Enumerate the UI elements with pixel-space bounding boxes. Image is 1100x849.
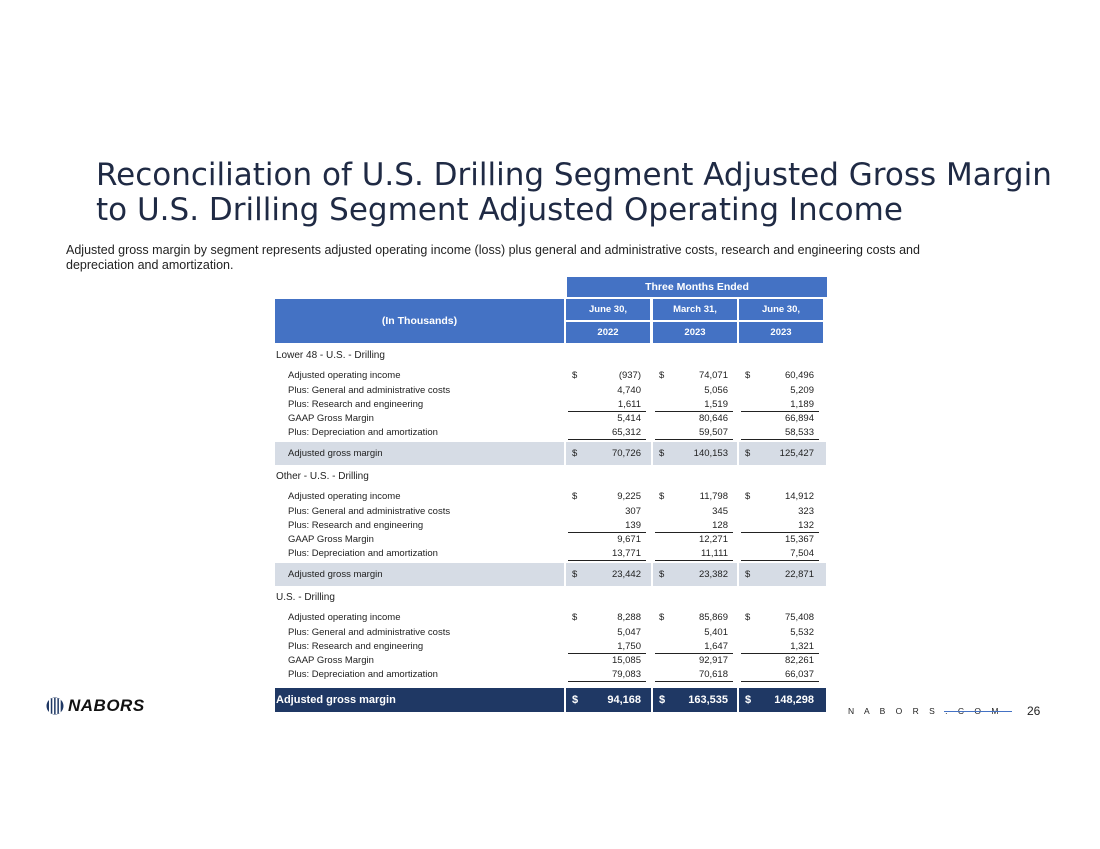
row-value: 9,225 [617,491,641,502]
row-value: 92,917 [698,655,728,666]
nabors-logo-icon [46,697,64,715]
row-value: 59,507 [698,427,728,438]
subtotal-rule [655,653,733,654]
total-column-separator [737,442,739,465]
row-label: GAAP Gross Margin [288,534,374,545]
row-value: 307 [625,505,641,517]
row-label: GAAP Gross Margin [288,655,374,666]
row-value: 66,037 [784,669,814,680]
description-line1: Adjusted gross margin by segment represents adjusted operating income (loss) plus general and administrative costs, research and engineering costs and [66,243,920,257]
row-value: (937) [618,370,641,381]
row-value: 1,647 [704,641,728,652]
total-value: 94,168 [607,694,641,706]
currency-symbol: $ [659,612,665,623]
total-column-separator [737,688,739,712]
row-value: 139 [625,520,641,531]
column-year-header: 2022 [566,322,650,343]
column-year-header: 2023 [739,322,823,343]
total-currency-symbol: $ [745,694,752,706]
total-currency-symbol: $ [572,569,578,580]
row-label: Plus: General and administrative costs [288,626,451,638]
total-label: Adjusted gross margin [276,694,396,706]
row-label: Plus: General and administrative costs [288,384,451,396]
total-column-separator [651,563,653,586]
currency-symbol: $ [659,491,665,502]
row-value: 85,869 [698,612,728,623]
slide-title-line2: to U.S. Drilling Segment Adjusted Operating Income [96,192,903,228]
slide-title [96,158,1056,228]
currency-symbol: $ [572,370,578,381]
subtotal-rule [568,681,646,682]
subtotal-rule [655,560,733,561]
row-value: 1,611 [617,399,641,410]
row-value: 58,533 [784,427,814,438]
total-currency-symbol: $ [572,694,579,706]
column-date-header: June 30, [739,299,823,320]
currency-symbol: $ [745,612,751,623]
total-currency-symbol: $ [659,694,666,706]
row-value: 66,894 [784,413,814,424]
row-value: 15,367 [784,534,814,545]
row-value: 5,414 [617,413,641,424]
subtotal-rule [741,532,819,533]
currency-symbol: $ [745,370,751,381]
subtotal-rule [741,653,819,654]
row-value: 1,750 [617,641,641,652]
column-date-header: March 31, [653,299,737,320]
row-value: 1,189 [790,399,814,410]
row-value: 75,408 [784,612,814,623]
row-value: 9,671 [617,534,641,545]
row-label: GAAP Gross Margin [288,413,374,424]
subtotal-rule [741,681,819,682]
row-label: Plus: Research and engineering [288,641,424,652]
currency-symbol: $ [659,370,665,381]
nabors-logo-text: NABORS [68,696,145,715]
total-label: Adjusted gross margin [288,448,383,459]
description-line2: depreciation and amortization. [66,258,234,272]
row-value: 128 [712,520,728,531]
row-value: 1,519 [704,399,728,410]
subtotal-rule [568,653,646,654]
row-value: 11,798 [699,491,728,502]
row-value: 132 [798,520,814,531]
row-value: 8,288 [617,612,641,623]
row-label: Plus: Depreciation and amortization [288,427,438,438]
subtotal-rule [655,532,733,533]
total-label: Adjusted gross margin [288,569,383,580]
row-label: Plus: Research and engineering [288,399,424,410]
row-value: 323 [798,505,814,517]
total-currency-symbol: $ [659,448,665,459]
total-value: 70,726 [611,448,641,459]
total-value: 148,298 [774,694,814,706]
row-value: 82,261 [784,655,814,666]
table-group-header: Three Months Ended [566,277,827,297]
subtotal-rule [655,439,733,440]
row-label: Plus: General and administrative costs [288,505,451,517]
total-currency-symbol: $ [745,569,751,580]
total-value: 23,442 [611,569,641,580]
row-value: 7,504 [790,548,814,559]
total-column-separator [737,563,739,586]
row-value: 74,071 [698,370,728,381]
row-value: 4,740 [617,384,641,396]
section-label: U.S. - Drilling [276,592,335,603]
total-value: 22,871 [784,569,814,580]
row-value: 5,401 [704,626,728,638]
total-column-separator [564,688,566,712]
total-currency-symbol: $ [659,569,665,580]
row-label: Adjusted operating income [288,370,401,381]
nabors-logo [46,696,145,716]
row-value: 60,496 [784,370,814,381]
row-value: 5,209 [790,384,814,396]
row-value: 5,532 [790,626,814,638]
total-currency-symbol: $ [745,448,751,459]
column-year-header: 2023 [653,322,737,343]
section-label: Lower 48 - U.S. - Drilling [276,350,385,361]
total-column-separator [651,688,653,712]
subtotal-rule [568,439,646,440]
slide-description [66,243,1056,273]
final-total-row [275,688,826,712]
row-value: 70,618 [698,669,728,680]
row-label: Plus: Research and engineering [288,520,424,531]
total-value: 140,153 [693,448,728,459]
row-value: 65,312 [611,427,641,438]
row-value: 345 [712,505,728,517]
total-column-separator [564,563,566,586]
subtotal-rule [568,532,646,533]
row-label: Plus: Depreciation and amortization [288,548,438,559]
subtotal-rule [655,681,733,682]
subtotal-rule [568,560,646,561]
currency-symbol: $ [572,612,578,623]
subtotal-rule [655,411,733,412]
row-label: Adjusted operating income [288,491,401,502]
row-value: 12,271 [698,534,728,545]
row-value: 13,771 [611,548,641,559]
total-column-separator [651,442,653,465]
slide-title-line1: Reconciliation of U.S. Drilling Segment Adjusted Gross Margin [96,157,1052,193]
row-value: 5,056 [704,384,728,396]
row-value: 80,646 [698,413,728,424]
page-number: 26 [1027,704,1041,718]
row-value: 14,912 [784,491,814,502]
subtotal-rule [741,411,819,412]
row-value: 11,111 [701,548,728,559]
subtotal-rule [741,439,819,440]
total-value: 23,382 [698,569,728,580]
total-value: 163,535 [688,694,728,706]
total-value: 125,427 [779,448,814,459]
row-value: 15,085 [611,655,641,666]
section-label: Other - U.S. - Drilling [276,471,369,482]
table-units-header: (In Thousands) [275,299,564,343]
row-value: 79,083 [611,669,641,680]
website-text: N A B O R S . C O M [848,706,1003,716]
currency-symbol: $ [572,491,578,502]
total-column-separator [564,442,566,465]
subtotal-rule [568,411,646,412]
currency-symbol: $ [745,491,751,502]
total-currency-symbol: $ [572,448,578,459]
row-value: 5,047 [617,626,641,638]
footer-divider [944,711,1012,712]
column-date-header: June 30, [566,299,650,320]
subtotal-rule [741,560,819,561]
row-label: Adjusted operating income [288,612,401,623]
row-label: Plus: Depreciation and amortization [288,669,438,680]
row-value: 1,321 [790,641,814,652]
